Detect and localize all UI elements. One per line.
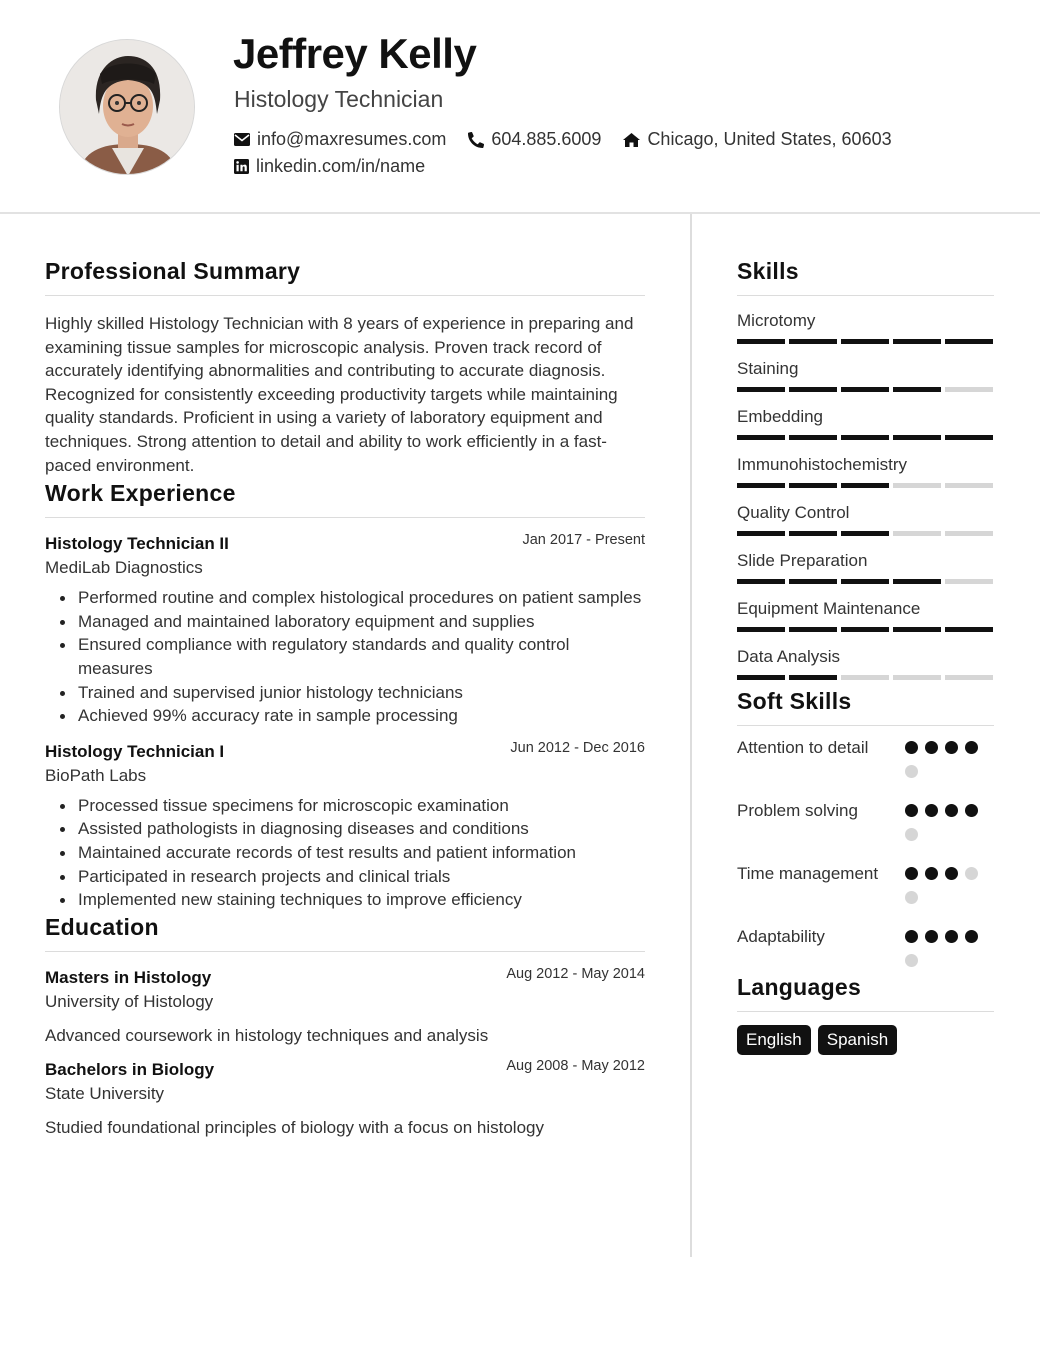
skill-level-segment — [945, 339, 993, 344]
section-heading: Professional Summary — [45, 258, 301, 284]
skill-item — [737, 599, 994, 632]
contact-linkedin[interactable] — [234, 156, 425, 177]
skill-level-segment — [893, 531, 941, 536]
skill-level-meter — [737, 675, 994, 680]
rating-dot — [965, 741, 978, 754]
section-heading: Work Experience — [45, 480, 236, 507]
degree-title: Masters in Histology — [45, 967, 212, 987]
summary-section — [45, 258, 645, 477]
section-divider — [737, 725, 994, 726]
skill-level-segment — [945, 675, 993, 680]
job-bullets — [45, 586, 645, 728]
skill-level-segment — [893, 387, 941, 392]
experience-section — [45, 480, 645, 912]
rating-dot — [905, 828, 918, 841]
bullet-item: Achieved 99% accuracy rate in sample processing — [78, 704, 645, 728]
skill-item — [737, 551, 994, 584]
skill-level-segment — [945, 531, 993, 536]
soft-skills-section — [737, 688, 994, 978]
job-entry — [45, 534, 645, 728]
skill-name: Equipment Maintenance — [737, 599, 921, 618]
rating-dot — [905, 891, 918, 904]
bullet-item: Trained and supervised junior histology technicians — [78, 681, 645, 705]
avatar — [59, 39, 195, 175]
candidate-title: Histology Technician — [234, 86, 444, 112]
skill-level-segment — [737, 675, 785, 680]
skill-level-meter — [737, 579, 994, 584]
education-entry — [45, 965, 645, 1046]
skills-section — [737, 258, 994, 680]
skill-level-segment — [737, 579, 785, 584]
skill-level-meter — [737, 483, 994, 488]
rating-dot — [945, 930, 958, 943]
rating-dot — [945, 741, 958, 754]
skill-level-segment — [789, 531, 837, 536]
skill-name: Staining — [737, 359, 799, 378]
degree-title: Bachelors in Biology — [45, 1059, 215, 1079]
skill-level-segment — [841, 627, 889, 632]
skill-item — [737, 311, 994, 344]
skill-level-segment — [945, 627, 993, 632]
section-heading: Skills — [737, 258, 799, 284]
section-divider — [45, 517, 645, 518]
education-section — [45, 914, 645, 1138]
skill-level-meter — [737, 531, 994, 536]
school-name: University of Histology — [45, 991, 214, 1011]
section-divider — [737, 295, 994, 296]
phone-icon — [468, 132, 484, 148]
section-divider — [737, 1011, 994, 1012]
soft-skill-rating — [905, 925, 985, 978]
rating-dot — [965, 804, 978, 817]
soft-skill-name: Attention to detail — [737, 738, 869, 757]
skill-level-meter — [737, 339, 994, 344]
skill-item — [737, 503, 994, 536]
main-column — [45, 258, 645, 1138]
contact-row — [234, 129, 914, 150]
section-heading: Languages — [737, 974, 862, 1000]
education-description: Advanced coursework in histology techniques and analysis — [45, 1025, 489, 1045]
soft-skill-name: Problem solving — [737, 801, 858, 820]
skill-level-segment — [893, 627, 941, 632]
soft-skill-item — [737, 862, 994, 915]
rating-dot — [965, 930, 978, 943]
bullet-item: Maintained accurate records of test results and patient information — [78, 841, 645, 865]
phone-text: 604.885.6009 — [491, 129, 602, 149]
bullet-item: Performed routine and complex histological procedures on patient samples — [78, 586, 645, 610]
skill-level-segment — [737, 483, 785, 488]
skill-name: Data Analysis — [737, 647, 840, 666]
soft-skill-item — [737, 925, 994, 978]
language-badge: English — [737, 1025, 811, 1055]
job-company: BioPath Labs — [45, 765, 147, 785]
skill-item — [737, 407, 994, 440]
job-title: Histology Technician I — [45, 741, 225, 761]
bullet-item: Participated in research projects and clinical trials — [78, 865, 645, 889]
skill-level-segment — [737, 339, 785, 344]
rating-dot — [905, 741, 918, 754]
skill-level-segment — [841, 483, 889, 488]
skills-list — [737, 311, 994, 680]
summary-text: Highly skilled Histology Technician with 8 years of experience in preparing and examining tissue samples for microscopic analysis. Proven track record of accurately identifying abnormalities and contributing to accurate diagnosis. Recognized for consistently exceeding productivity targets while maintaining quality standards. Proficient in using a variety of laboratory equipment and techniques. Strong attention to detail and ability to work efficiently in a fast-paced environment. — [45, 314, 634, 475]
skill-item — [737, 455, 994, 488]
skill-level-meter — [737, 435, 994, 440]
skill-level-segment — [841, 435, 889, 440]
location-text: Chicago, United States, 60603 — [647, 129, 892, 149]
skill-item — [737, 647, 994, 680]
skill-level-segment — [945, 435, 993, 440]
section-heading: Soft Skills — [737, 688, 852, 714]
job-dates: Jun 2012 - Dec 2016 — [510, 739, 645, 756]
skill-level-segment — [893, 435, 941, 440]
job-bullets — [45, 794, 645, 912]
rating-dot — [905, 804, 918, 817]
skill-level-segment — [945, 387, 993, 392]
bullet-item: Implemented new staining techniques to improve efficiency — [78, 888, 645, 912]
skill-level-segment — [737, 531, 785, 536]
bullet-item: Managed and maintained laboratory equipment and supplies — [78, 610, 645, 634]
education-description: Studied foundational principles of biology with a focus on histology — [45, 1117, 544, 1137]
soft-skills-list — [737, 736, 994, 978]
bullet-item: Ensured compliance with regulatory standards and quality control measures — [78, 633, 645, 680]
soft-skill-rating — [905, 799, 985, 852]
email-text: info@maxresumes.com — [257, 129, 447, 149]
skill-level-segment — [841, 675, 889, 680]
skill-level-segment — [893, 675, 941, 680]
skill-level-segment — [789, 435, 837, 440]
soft-skill-rating — [905, 862, 985, 915]
rating-dot — [965, 867, 978, 880]
profile-photo — [60, 40, 195, 175]
job-entry — [45, 739, 645, 912]
rating-dot — [945, 804, 958, 817]
education-dates: Aug 2008 - May 2012 — [506, 1057, 645, 1074]
rating-dot — [905, 930, 918, 943]
skill-level-segment — [789, 675, 837, 680]
section-divider — [45, 295, 645, 296]
resume-header — [0, 0, 1040, 214]
skill-level-segment — [841, 579, 889, 584]
skill-level-segment — [893, 483, 941, 488]
skill-name: Slide Preparation — [737, 551, 868, 570]
languages-section — [737, 974, 994, 1055]
skill-level-segment — [893, 339, 941, 344]
soft-skill-item — [737, 736, 994, 789]
rating-dot — [925, 804, 938, 817]
job-title: Histology Technician II — [45, 534, 229, 554]
soft-skill-name: Adaptability — [737, 927, 825, 946]
skill-level-segment — [737, 387, 785, 392]
rating-dot — [925, 867, 938, 880]
contact-row — [234, 156, 447, 177]
education-entry — [45, 1057, 645, 1138]
soft-skill-item — [737, 799, 994, 852]
contact-phone[interactable] — [468, 129, 601, 150]
linkedin-text: linkedin.com/in/name — [256, 156, 426, 176]
skill-name: Immunohistochemistry — [737, 455, 908, 474]
school-name: State University — [45, 1083, 165, 1103]
skill-level-segment — [789, 387, 837, 392]
job-company: MediLab Diagnostics — [45, 558, 203, 578]
skill-item — [737, 359, 994, 392]
contact-email[interactable] — [234, 129, 446, 150]
bullet-item: Assisted pathologists in diagnosing diseases and conditions — [78, 817, 645, 841]
skill-name: Microtomy — [737, 311, 816, 330]
skill-level-segment — [945, 579, 993, 584]
language-badge: Spanish — [818, 1025, 897, 1055]
rating-dot — [905, 765, 918, 778]
skill-name: Embedding — [737, 407, 824, 426]
job-dates: Jan 2017 - Present — [522, 532, 645, 549]
candidate-name: Jeffrey Kelly — [233, 30, 477, 77]
skill-level-segment — [893, 579, 941, 584]
envelope-icon — [234, 133, 250, 146]
linkedin-icon — [234, 159, 249, 174]
skill-name: Quality Control — [737, 503, 850, 522]
home-icon — [623, 133, 640, 147]
rating-dot — [925, 741, 938, 754]
skill-level-segment — [737, 627, 785, 632]
skill-level-meter — [737, 387, 994, 392]
soft-skill-name: Time management — [737, 864, 879, 883]
education-dates: Aug 2012 - May 2014 — [506, 965, 645, 982]
skill-level-segment — [841, 339, 889, 344]
bullet-item: Processed tissue specimens for microscopic examination — [78, 794, 645, 818]
skill-level-segment — [789, 339, 837, 344]
skill-level-segment — [841, 531, 889, 536]
skill-level-segment — [789, 483, 837, 488]
rating-dot — [945, 867, 958, 880]
rating-dot — [925, 930, 938, 943]
skill-level-segment — [945, 483, 993, 488]
section-heading: Education — [45, 913, 159, 940]
skill-level-segment — [789, 579, 837, 584]
contact-location — [623, 129, 891, 150]
soft-skill-rating — [905, 736, 985, 789]
sidebar-column — [737, 258, 994, 1055]
column-divider — [690, 214, 692, 1257]
languages-list — [737, 1025, 994, 1055]
rating-dot — [905, 867, 918, 880]
rating-dot — [905, 954, 918, 967]
skill-level-segment — [737, 435, 785, 440]
section-divider — [45, 951, 645, 952]
skill-level-meter — [737, 627, 994, 632]
skill-level-segment — [841, 387, 889, 392]
skill-level-segment — [789, 627, 837, 632]
